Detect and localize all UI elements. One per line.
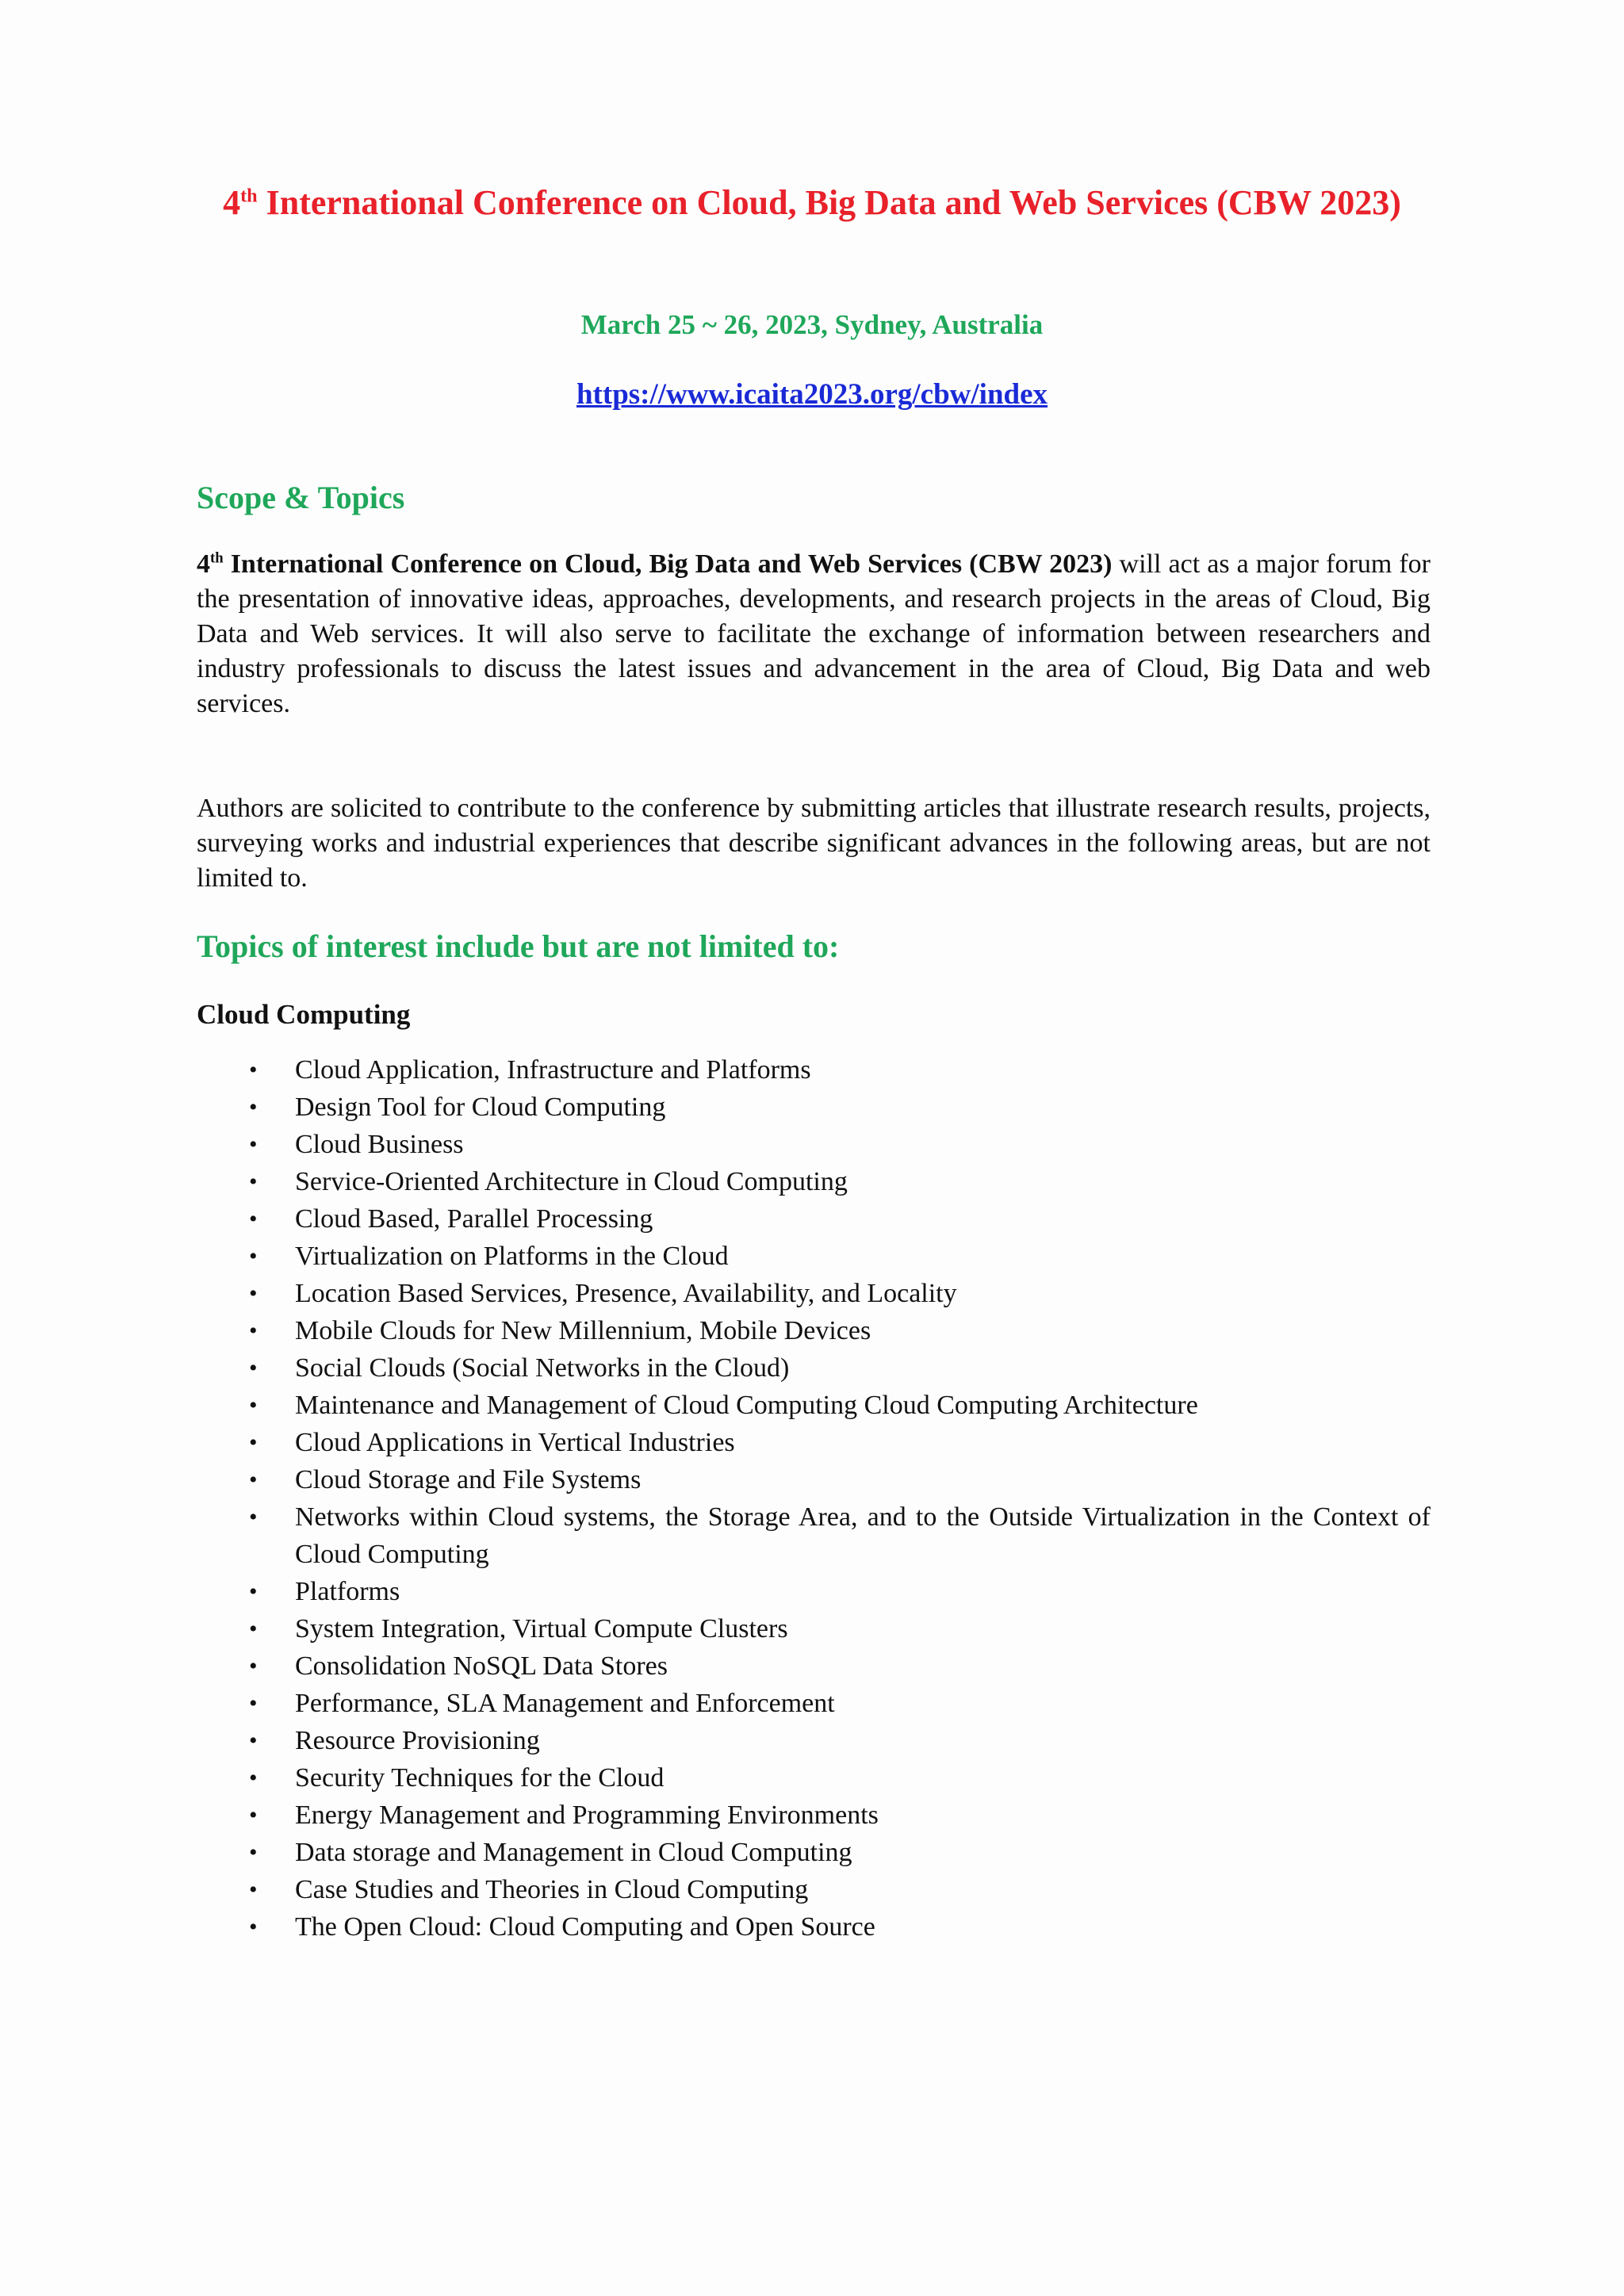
bullet-icon: • [249, 1616, 258, 1642]
list-item [197, 1647, 1431, 1685]
list-item [197, 1759, 1431, 1797]
list-item [197, 1163, 1431, 1200]
list-item-text: Security Techniques for the Cloud [295, 1763, 665, 1793]
conference-url-line [190, 377, 1434, 411]
list-item [197, 1610, 1431, 1647]
bullet-icon: • [249, 1802, 258, 1828]
list-item [197, 1685, 1431, 1722]
conference-url-link[interactable]: https://www.icaita2023.org/cbw/index [576, 378, 1048, 411]
bullet-icon: • [249, 1355, 258, 1381]
bullet-icon: • [249, 1131, 258, 1158]
list-item [197, 1498, 1431, 1573]
authors-paragraph: Authors are solicited to contribute to the conference by submitting articles that illustrate research results, projects, surveying works and industrial experiences that describe significant advances in the following areas, but are not limited to. [197, 794, 1431, 893]
list-item [197, 1051, 1431, 1089]
list-item-text: Cloud Business [295, 1130, 464, 1159]
list-item-text: Resource Provisioning [295, 1726, 540, 1755]
list-item-text: Energy Management and Programming Environments [295, 1800, 879, 1830]
list-item-text: Networks within Cloud systems, the Storage Area, and to the Outside Virtualization in the Context of Cloud Computing [295, 1502, 1431, 1569]
bullet-icon: • [249, 1057, 258, 1083]
list-item [197, 1349, 1431, 1387]
list-item-text: Cloud Application, Infrastructure and Platforms [295, 1055, 811, 1085]
list-item-text: Social Clouds (Social Networks in the Cloud) [295, 1353, 790, 1383]
intro-ordinal: th [210, 549, 224, 567]
intro-conference-name: International Conference on Cloud, Big Data and Web Services (CBW 2023) [223, 549, 1113, 579]
list-item [197, 1461, 1431, 1498]
intro-body: will act as a major forum for the presentation of innovative ideas, approaches, developments, and research projects in the areas of Cloud, Big Data and Web services. It will also serve to facilitate the exchange of information between researchers and industry professionals to discuss the latest issues and advancement in the area of Cloud, Big Data and web services. [197, 549, 1431, 718]
list-item [197, 1200, 1431, 1238]
bullet-icon: • [249, 1765, 258, 1791]
list-item-text: Performance, SLA Management and Enforcement [295, 1689, 835, 1718]
topics-heading: Topics of interest include but are not limited to: [197, 928, 840, 964]
list-item-text: Consolidation NoSQL Data Stores [295, 1651, 668, 1681]
bullet-icon: • [249, 1578, 258, 1605]
list-item [197, 1871, 1431, 1908]
bullet-icon: • [249, 1392, 258, 1418]
conference-dates: March 25 ~ 26, 2023, Sydney, Australia [580, 309, 1044, 340]
bullet-icon: • [249, 1504, 258, 1530]
list-item-text: Cloud Applications in Vertical Industries [295, 1428, 735, 1457]
cloud-computing-topic-list [197, 1051, 1431, 1946]
list-item-text: Mobile Clouds for New Millennium, Mobile Devices [295, 1316, 871, 1345]
list-item [197, 1312, 1431, 1349]
list-item-text: The Open Cloud: Cloud Computing and Open Source [295, 1912, 875, 1942]
bullet-icon: • [249, 1690, 258, 1716]
bullet-icon: • [249, 1206, 258, 1232]
conference-title [190, 181, 1434, 225]
bullet-icon: • [249, 1914, 258, 1940]
intro-paragraph [197, 547, 1431, 721]
list-item [197, 1238, 1431, 1275]
list-item [197, 1424, 1431, 1461]
title-text: International Conference on Cloud, Big Data and Web Services (CBW 2023) [257, 183, 1401, 222]
bullet-icon: • [249, 1877, 258, 1903]
list-item [197, 1908, 1431, 1946]
list-item-text: Virtualization on Platforms in the Cloud [295, 1242, 729, 1271]
list-item [197, 1834, 1431, 1871]
bullet-icon: • [249, 1728, 258, 1754]
bullet-icon: • [249, 1429, 258, 1456]
list-item-text: Platforms [295, 1577, 400, 1606]
list-item [197, 1797, 1431, 1834]
list-item [197, 1275, 1431, 1312]
list-item-text: Case Studies and Theories in Cloud Computing [295, 1875, 809, 1904]
list-item [197, 1387, 1431, 1424]
list-item [197, 1089, 1431, 1126]
list-item-text: Data storage and Management in Cloud Computing [295, 1838, 852, 1867]
bullet-icon: • [249, 1280, 258, 1307]
list-item-text: Service-Oriented Architecture in Cloud Computing [295, 1167, 848, 1196]
list-item [197, 1722, 1431, 1759]
bullet-icon: • [249, 1318, 258, 1344]
bullet-icon: • [249, 1169, 258, 1195]
bullet-icon: • [249, 1653, 258, 1679]
title-ordinal: th [240, 185, 258, 207]
list-item-text: Cloud Based, Parallel Processing [295, 1204, 653, 1234]
bullet-icon: • [249, 1839, 258, 1866]
bullet-icon: • [249, 1467, 258, 1493]
list-item-text: System Integration, Virtual Compute Clusters [295, 1614, 788, 1644]
scope-heading: Scope & Topics [197, 480, 405, 515]
list-item-text: Location Based Services, Presence, Availability, and Locality [295, 1279, 957, 1308]
list-item-text: Cloud Storage and File Systems [295, 1465, 642, 1494]
list-item-text: Maintenance and Management of Cloud Computing Cloud Computing Architecture [295, 1391, 1198, 1420]
title-number: 4 [223, 183, 241, 222]
intro-number: 4 [197, 549, 210, 579]
bullet-icon: • [249, 1243, 258, 1269]
list-item [197, 1573, 1431, 1610]
cloud-computing-heading: Cloud Computing [197, 999, 411, 1030]
list-item-text: Design Tool for Cloud Computing [295, 1093, 666, 1122]
bullet-icon: • [249, 1094, 258, 1120]
list-item [197, 1126, 1431, 1163]
